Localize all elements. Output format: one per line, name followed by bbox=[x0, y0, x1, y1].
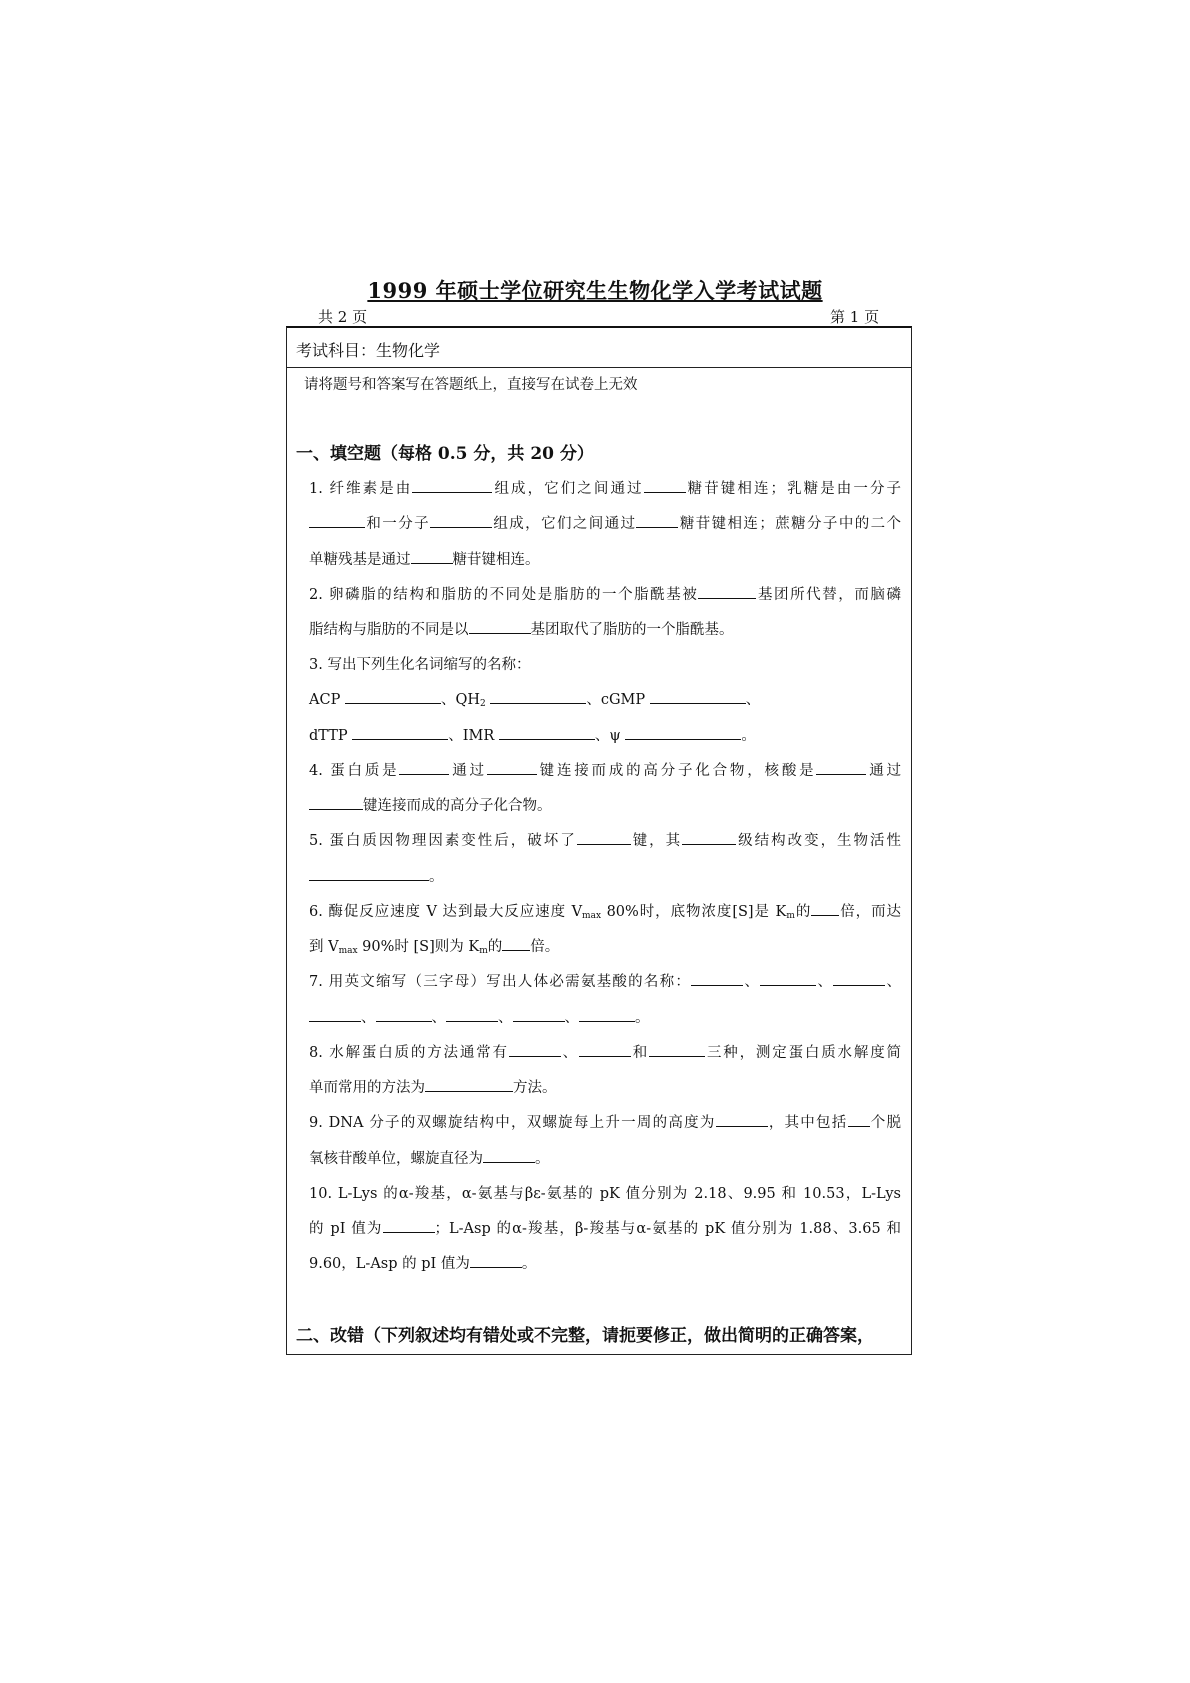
blank bbox=[483, 1148, 535, 1163]
blank bbox=[513, 1007, 565, 1022]
blank bbox=[345, 689, 441, 704]
blank bbox=[579, 1042, 631, 1057]
blank bbox=[309, 866, 429, 881]
question-9-line-2: 氧核苷酸单位，螺旋直径为 。 bbox=[309, 1147, 550, 1168]
blank bbox=[833, 971, 885, 986]
blank bbox=[446, 1007, 498, 1022]
question-2-line-1: 2. 卵磷脂的结构和脂肪的不同处是脂肪的一个脂酰基被 基团所代替，而脑磷 bbox=[309, 583, 901, 604]
question-3-line-2: dTTP 、IMR 、ψ 。 bbox=[309, 724, 756, 745]
question-6-line-2: 到 $V_{max}$ 90%时 [S]则为 $K_m$的 倍。 bbox=[309, 935, 559, 956]
question-6-line-1: 6. 酶促反应速度 V 达到最大反应速度 $V_{max}$ 80%时，底物浓度[S]是 $K_m$的 倍，而达 bbox=[309, 900, 901, 921]
question-9-line-1: 9. DNA 分子的双螺旋结构中，双螺旋每上升一周的高度为 ，其中包括 个脱 bbox=[309, 1111, 901, 1132]
blank bbox=[352, 725, 448, 740]
instruction: 请将题号和答案写在答题纸上，直接写在试卷上无效 bbox=[304, 377, 638, 393]
question-10-line-3: 9.60，L-Asp 的 pI 值为 。 bbox=[309, 1252, 536, 1273]
blank bbox=[625, 725, 741, 740]
blank bbox=[509, 1042, 561, 1057]
blank bbox=[499, 725, 595, 740]
blank bbox=[649, 1042, 705, 1057]
blank bbox=[469, 619, 531, 634]
question-10-line-1: 10. L-Lys 的α-羧基，α-氨基与βε-氨基的 pK 值分别为 2.18、9.95 和 10.53，L-Lys bbox=[309, 1186, 901, 1202]
question-3-line-1: ACP 、$QH_2$ 、cGMP 、 bbox=[309, 688, 760, 709]
question-4-line-1: 4. 蛋白质是 通过 键连接而成的高分子化合物，核酸是 通过 bbox=[309, 759, 901, 780]
subject-row bbox=[287, 327, 911, 368]
blank bbox=[716, 1112, 768, 1127]
blank bbox=[430, 513, 492, 528]
blank bbox=[811, 901, 839, 916]
blank bbox=[579, 1007, 635, 1022]
blank bbox=[425, 1077, 513, 1092]
question-1-line-1: 1. 纤维素是由 组成，它们之间通过 糖苷键相连；乳糖是由一分子 bbox=[309, 477, 901, 498]
blank bbox=[309, 513, 365, 528]
blank bbox=[644, 478, 686, 493]
section-2-heading: 二、改错（下列叙述均有错处或不完整，请扼要修正，做出简明的正确答案， bbox=[296, 1326, 874, 1346]
blank bbox=[636, 513, 678, 528]
blank bbox=[412, 478, 492, 493]
blank bbox=[376, 1007, 432, 1022]
blank bbox=[650, 689, 746, 704]
blank bbox=[470, 1253, 522, 1268]
blank bbox=[691, 971, 743, 986]
blank bbox=[502, 936, 530, 951]
question-4-line-2: 键连接而成的高分子化合物。 bbox=[309, 794, 552, 815]
question-5-line-1: 5. 蛋白质因物理因素变性后，破坏了 键，其 级结构改变，生物活性 bbox=[309, 829, 901, 850]
exam-subject: 考试科目：生物化学 bbox=[296, 341, 441, 360]
blank bbox=[698, 584, 756, 599]
blank bbox=[682, 830, 736, 845]
question-1-line-3: 单糖残基是通过 糖苷键相连。 bbox=[309, 548, 540, 569]
question-2-line-2: 脂结构与脂肪的不同是以 基团取代了脂肪的一个脂酰基。 bbox=[309, 618, 734, 639]
blank bbox=[309, 1007, 361, 1022]
blank bbox=[487, 760, 537, 775]
page-number: 第 1 页 bbox=[830, 308, 880, 326]
blank bbox=[848, 1112, 870, 1127]
question-5-line-2: 。 bbox=[309, 865, 444, 886]
blank bbox=[399, 760, 449, 775]
blank bbox=[577, 830, 631, 845]
blank bbox=[760, 971, 816, 986]
blank bbox=[383, 1218, 435, 1233]
question-8-line-2: 单而常用的方法为 方法。 bbox=[309, 1076, 557, 1097]
blank bbox=[490, 689, 586, 704]
blank bbox=[411, 549, 453, 564]
question-8-line-1: 8. 水解蛋白质的方法通常有 、 和 三种，测定蛋白质水解度简 bbox=[309, 1041, 901, 1062]
total-pages: 共 2 页 bbox=[318, 308, 368, 326]
blank bbox=[309, 795, 363, 810]
question-7-line-1: 7. 用英文缩写（三字母）写出人体必需氨基酸的名称： 、 、 、 bbox=[309, 970, 901, 991]
question-3-intro: 3. 写出下列生化名词缩写的名称： bbox=[309, 657, 531, 673]
question-10-line-2: 的 pI 值为 ；L-Asp 的α-羧基，β-羧基与α-氨基的 pK 值分别为 1.88、3.65 和 bbox=[309, 1217, 901, 1238]
question-1-line-2: 和一分子 组成，它们之间通过 糖苷键相连；蔗糖分子中的二个 bbox=[309, 512, 901, 533]
section-1-heading: 一、填空题（每格 0.5 分，共 20 分） bbox=[296, 444, 594, 464]
exam-title: 1999 年硕士学位研究生生物化学入学考试试题 bbox=[367, 278, 823, 303]
exam-frame bbox=[286, 327, 912, 1355]
blank bbox=[816, 760, 866, 775]
question-7-line-2: 、 、 、 、 。 bbox=[309, 1006, 650, 1027]
